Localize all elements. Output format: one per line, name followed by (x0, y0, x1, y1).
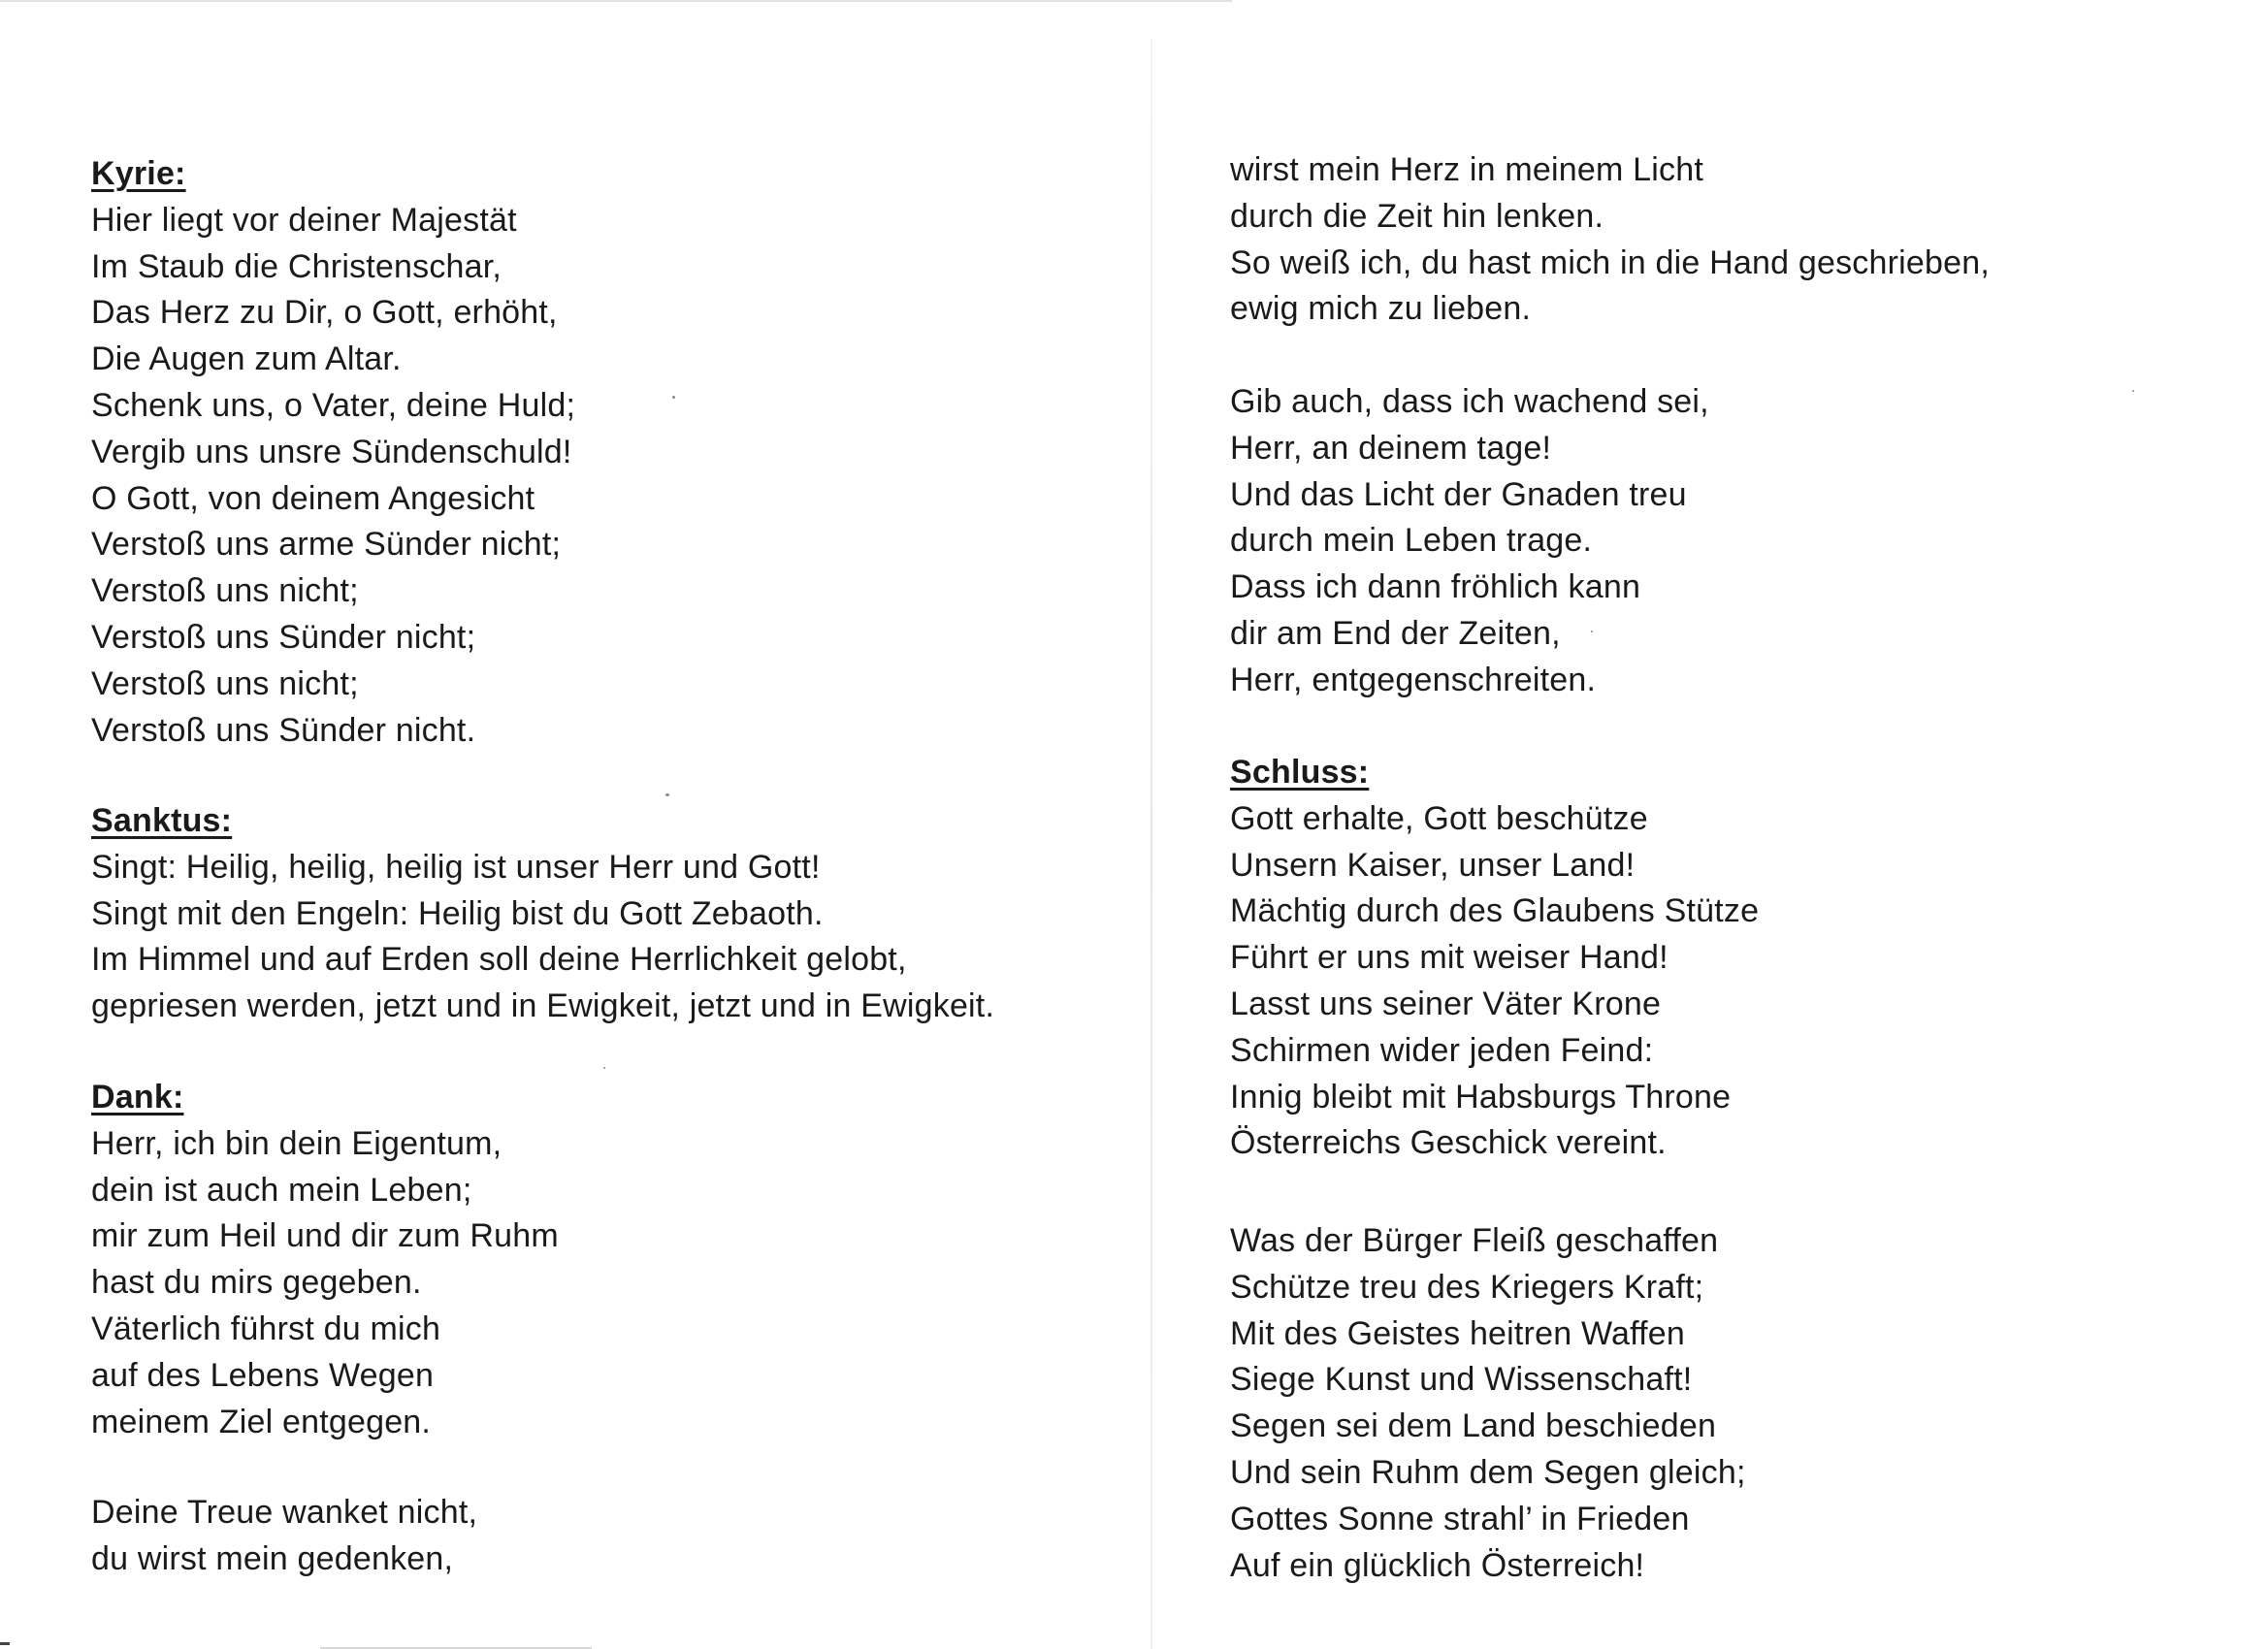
kyrie-line: Verstoß uns Sünder nicht; (91, 618, 476, 656)
schluss-line: Mächtig durch des Glaubens Stütze (1230, 892, 1760, 930)
kyrie-line: O Gott, von deinem Angesicht (91, 479, 535, 517)
schluss-line: Segen sei dem Land beschieden (1230, 1407, 1717, 1445)
sanktus-heading: Sanktus: (91, 802, 233, 839)
schluss-line: Gottes Sonne strahl’ in Frieden (1230, 1500, 1690, 1537)
kyrie-line: Verstoß uns nicht; (91, 572, 359, 610)
schluss-line: Auf ein glücklich Österreich! (1230, 1546, 1645, 1584)
sanktus-line: Singt mit den Engeln: Heilig bist du Gott Zebaoth. (91, 894, 824, 932)
dank-line: Herr, ich bin dein Eigentum, (91, 1124, 502, 1162)
dank-stanza-2 (91, 1490, 477, 1583)
schluss-line: Führt er uns mit weiser Hand! (1230, 939, 1669, 977)
sanktus-line: Im Himmel und auf Erden soll deine Herrlichkeit gelobt, (91, 941, 907, 979)
schluss-line: Mit des Geistes heitren Waffen (1230, 1314, 1685, 1352)
schluss-line: Lasst uns seiner Väter Krone (1230, 985, 1662, 1022)
dank-continued-stanza-2 (1230, 379, 1709, 704)
dank-line: Väterlich führst du mich (91, 1310, 441, 1347)
dank-line: dein ist auch mein Leben; (91, 1171, 472, 1209)
schluss-line: Siege Kunst und Wissenschaft! (1230, 1361, 1693, 1399)
dank-line: durch die Zeit hin lenken. (1230, 197, 1604, 235)
kyrie-line: Hier liegt vor deiner Majestät (91, 201, 517, 239)
dank-line: dir am End der Zeiten, (1230, 614, 1561, 652)
schluss-line: Und sein Ruhm dem Segen gleich; (1230, 1453, 1746, 1491)
kyrie-line: Im Staub die Christenschar, (91, 247, 502, 285)
sanktus-line: Singt: Heilig, heilig, heilig ist unser Herr und Gott! (91, 848, 821, 886)
dank-line: So weiß ich, du hast mich in die Hand geschrieben, (1230, 243, 1990, 281)
dank-line: durch mein Leben trage. (1230, 522, 1593, 560)
kyrie-line: Die Augen zum Altar. (91, 340, 402, 378)
kyrie-heading: Kyrie: (91, 155, 186, 192)
sanktus-section (91, 798, 994, 1030)
schluss-section (1230, 750, 1759, 1167)
kyrie-section (91, 151, 575, 754)
kyrie-line: Schenk uns, o Vater, deine Huld; (91, 386, 576, 424)
dank-heading: Dank: (91, 1079, 184, 1116)
schluss-line: Unsern Kaiser, unser Land! (1230, 846, 1636, 884)
kyrie-line: Verstoß uns Sünder nicht. (91, 711, 476, 749)
dank-line: Herr, entgegenschreiten. (1230, 661, 1597, 698)
schluss-line: Österreichs Geschick vereint. (1230, 1124, 1667, 1162)
dank-line: Herr, an deinem tage! (1230, 429, 1552, 467)
kyrie-line: Vergib uns unsre Sündenschuld! (91, 433, 572, 470)
dank-line: ewig mich zu lieben. (1230, 290, 1532, 328)
kyrie-line: Verstoß uns nicht; (91, 664, 359, 702)
dank-line: Deine Treue wanket nicht, (91, 1494, 478, 1531)
dank-line: meinem Ziel entgegen. (91, 1403, 432, 1440)
dank-line: wirst mein Herz in meinem Licht (1230, 151, 1703, 188)
dank-line: Gib auch, dass ich wachend sei, (1230, 383, 1709, 420)
dank-line: Dass ich dann fröhlich kann (1230, 568, 1641, 606)
dank-line: Und das Licht der Gnaden treu (1230, 475, 1687, 513)
right-page (1145, 0, 2268, 1649)
kyrie-line: Verstoß uns arme Sünder nicht; (91, 526, 562, 564)
dank-line: hast du mirs gegeben. (91, 1264, 422, 1302)
schluss-stanza-2 (1230, 1218, 1746, 1589)
dank-line: auf des Lebens Wegen (91, 1356, 435, 1394)
sanktus-line: gepriesen werden, jetzt und in Ewigkeit, jetzt und in Ewigkeit. (91, 987, 995, 1025)
schluss-line: Was der Bürger Fleiß geschaffen (1230, 1222, 1719, 1259)
kyrie-line: Das Herz zu Dir, o Gott, erhöht, (91, 294, 558, 332)
schluss-line: Gott erhalte, Gott beschütze (1230, 799, 1648, 837)
schluss-line: Schirmen wider jeden Feind: (1230, 1031, 1654, 1069)
dank-line: du wirst mein gedenken, (91, 1539, 454, 1577)
schluss-heading: Schluss: (1230, 754, 1370, 791)
schluss-line: Schütze treu des Kriegers Kraft; (1230, 1268, 1704, 1306)
schluss-line: Innig bleibt mit Habsburgs Throne (1230, 1078, 1732, 1116)
dank-continued-stanza (1230, 147, 1990, 333)
dank-line: mir zum Heil und dir zum Ruhm (91, 1217, 559, 1255)
dank-section (91, 1075, 559, 1445)
